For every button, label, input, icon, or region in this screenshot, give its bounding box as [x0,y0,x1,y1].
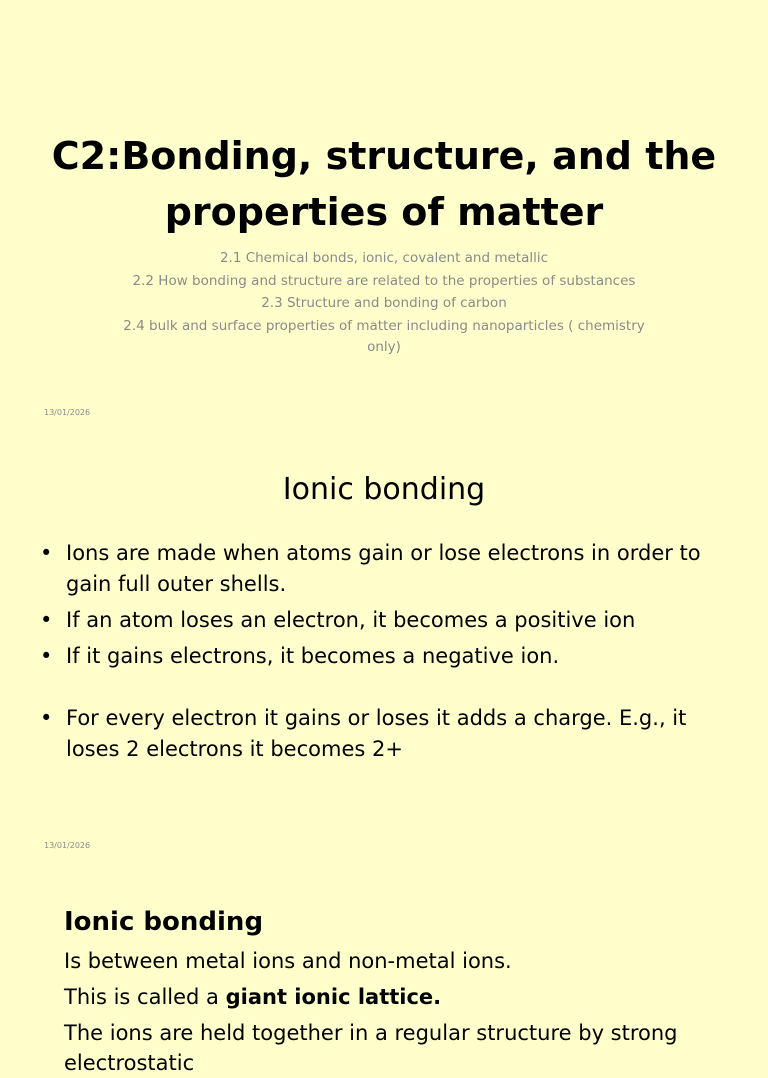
topic-item: 2.4 bulk and surface properties of matter including nanoparticles ( chemistry only) [123,317,645,355]
topic-list [120,248,648,359]
bullet-text: Ions are made when atoms gain or lose electrons in order to gain full outer shells. [66,541,701,596]
title-slide [0,0,768,432]
bullet-icon: • [40,541,53,565]
presentation-title: C2:Bonding, structure, and the properties of matter [51,134,717,234]
ionic-lattice-slide [0,864,768,1075]
slide-title: Ionic bonding [282,472,486,507]
bullet-icon: • [40,644,53,668]
bullet-item [40,605,730,636]
bullet-item [40,703,730,765]
body-line: The ions are held together in a regular structure by strong electrostatic [64,1021,678,1075]
slide-heading: Ionic bonding [64,907,264,937]
topic-item: 2.2 How bonding and structure are related to the properties of substances [132,272,636,289]
bullet-text: If it gains electrons, it becomes a negative ion. [66,644,560,668]
bullet-text: For every electron it gains or loses it adds a charge. E.g., it loses 2 electrons it becomes 2+ [66,706,687,761]
slide-date: 13/01/2026 [44,841,91,850]
topic-item: 2.1 Chemical bonds, ionic, covalent and metallic [219,250,549,266]
bullet-icon: • [40,608,53,632]
body-text: This is called a [64,985,226,1009]
body-line: Is between metal ions and non-metal ions. [64,949,512,973]
ionic-bonding-slide [0,432,768,864]
bullet-item [40,641,730,672]
bullet-text: If an atom loses an electron, it becomes a positive ion [66,608,636,632]
bullet-list [40,538,730,770]
body-bold-text: giant ionic lattice. [225,985,442,1009]
slide-date: 13/01/2026 [44,408,91,417]
bullet-icon: • [40,706,53,730]
body-line [64,982,441,1012]
topic-item: 2.3 Structure and bonding of carbon [261,295,507,311]
bullet-item [40,538,730,600]
